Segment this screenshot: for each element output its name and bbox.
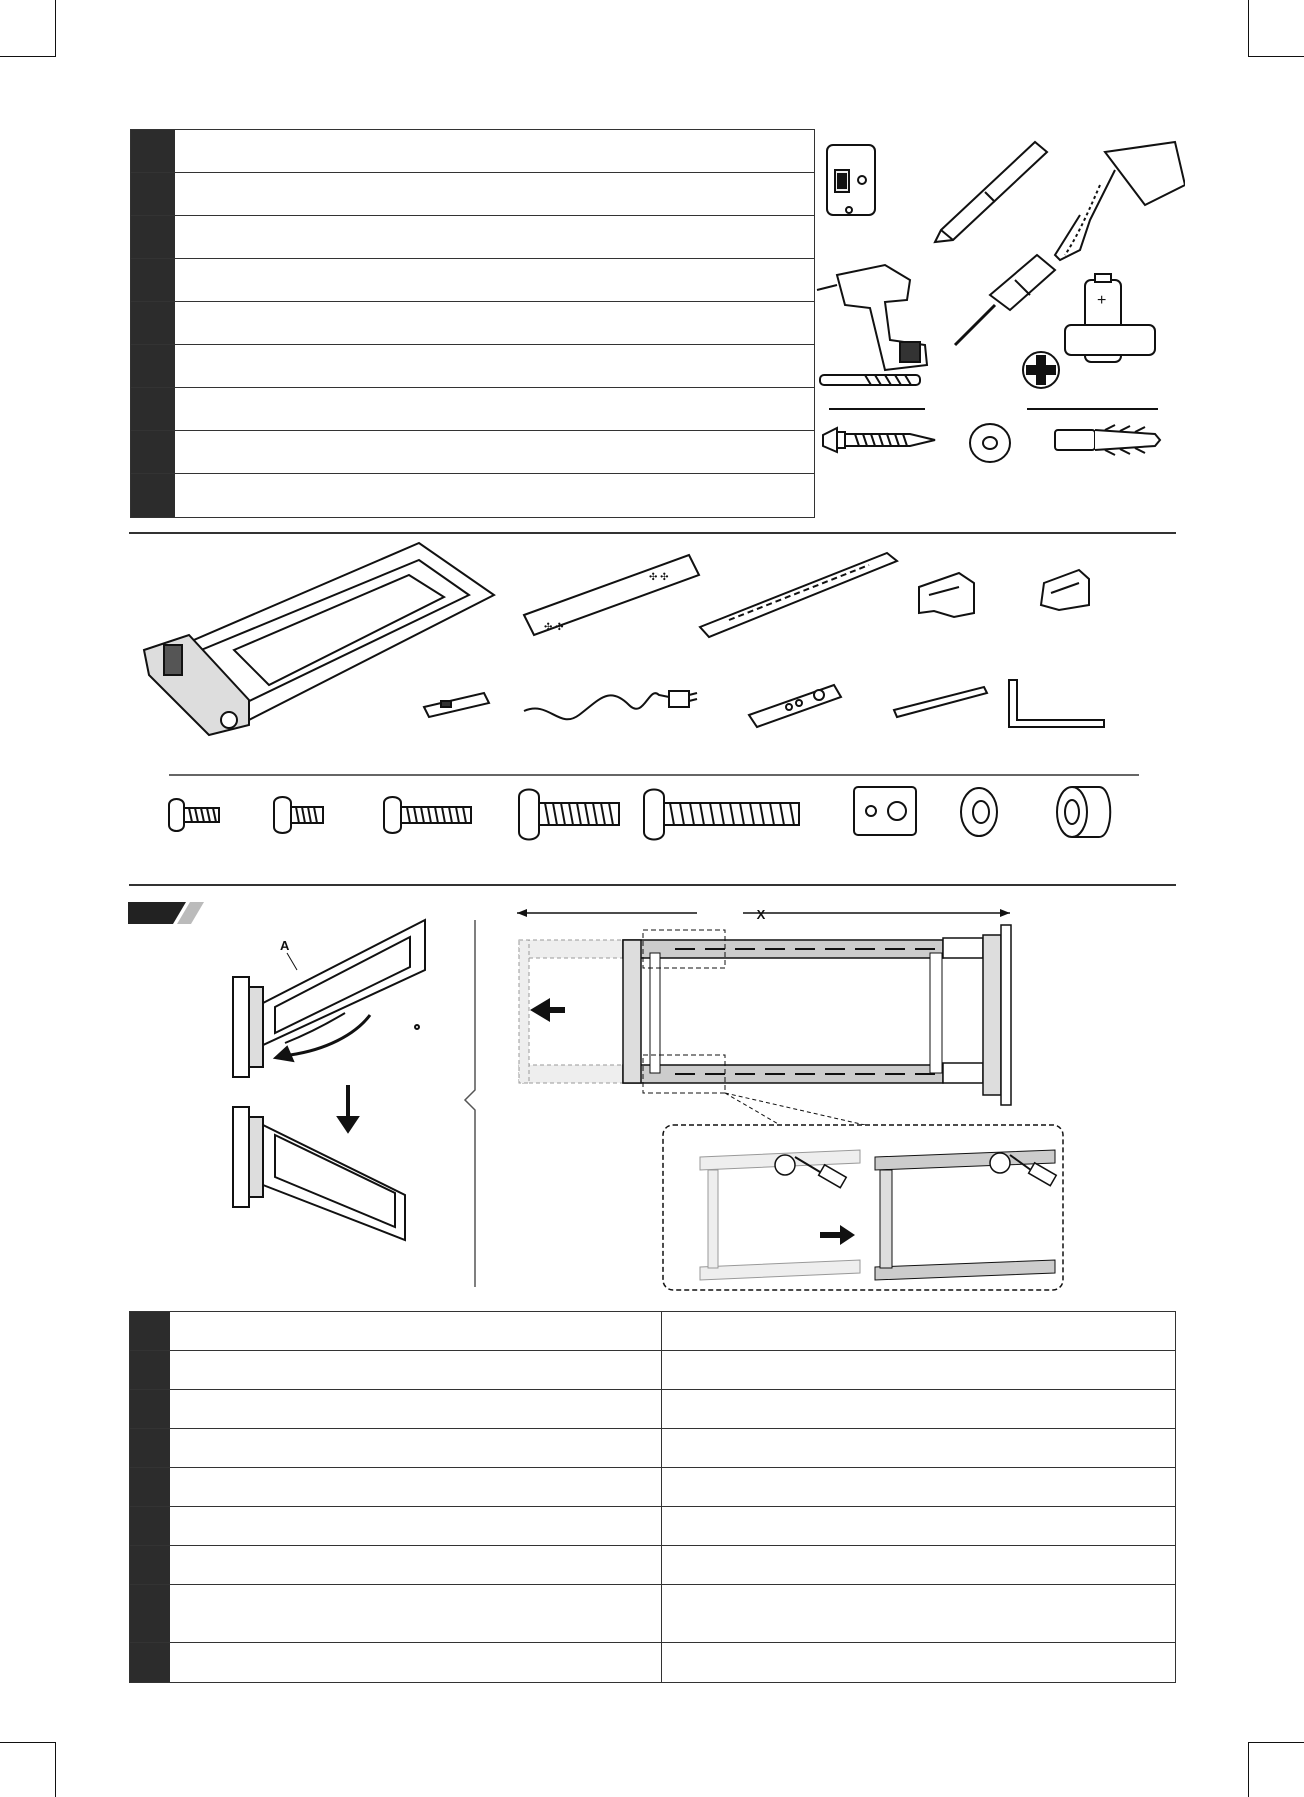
- row-cell: [175, 259, 814, 301]
- arm-swing-figure: [233, 920, 425, 1240]
- lang-row: [130, 1429, 1175, 1468]
- row-marker: [131, 388, 175, 430]
- lang-cell-right: [661, 1468, 1175, 1506]
- row-marker: [131, 130, 175, 172]
- lang-cell-right: [661, 1429, 1175, 1467]
- lag-bolt-icon: [823, 428, 935, 452]
- lang-cell-right: [661, 1390, 1175, 1428]
- lang-cell-left: [170, 1468, 661, 1506]
- wall-plate: [524, 555, 699, 635]
- row-marker: [130, 1429, 170, 1467]
- remote-control: [749, 685, 841, 727]
- lang-row: [130, 1643, 1175, 1682]
- lang-cell-right: [661, 1643, 1175, 1682]
- step-tab: [128, 902, 204, 924]
- phillips-head-icon: [1023, 352, 1059, 388]
- detail-inset: [663, 1125, 1063, 1290]
- stud-finder-icon: [827, 145, 875, 215]
- screw-m8-short: [519, 790, 619, 840]
- lang-row: [130, 1585, 1175, 1643]
- tools-table: [130, 129, 815, 518]
- lang-row: [130, 1351, 1175, 1390]
- svg-text:+: +: [1097, 292, 1107, 309]
- crop-mark: [1248, 1742, 1304, 1743]
- crop-mark: [55, 1742, 56, 1797]
- row-marker: [130, 1585, 170, 1642]
- row-marker: [130, 1312, 170, 1350]
- lang-cell-left: [170, 1643, 661, 1682]
- cable-tie: [894, 687, 987, 717]
- row-marker: [130, 1546, 170, 1584]
- lang-cell-right: [661, 1546, 1175, 1584]
- figure-label-a: A: [280, 938, 290, 953]
- row-marker: [130, 1643, 170, 1682]
- row-cell: [175, 130, 814, 172]
- drill-icon: [817, 265, 927, 370]
- svg-text:✣ ✣: ✣ ✣: [649, 572, 669, 583]
- tools-row: [131, 130, 814, 173]
- cable-cover-right: [1041, 570, 1089, 610]
- lang-cell-right: [661, 1507, 1175, 1545]
- row-marker: [131, 259, 175, 301]
- crop-mark: [1248, 1742, 1249, 1797]
- wall-anchor-icon: [1055, 425, 1160, 455]
- lang-cell-left: [170, 1351, 661, 1389]
- lang-cell-left: [170, 1312, 661, 1350]
- tools-row: [131, 431, 814, 474]
- row-marker: [131, 431, 175, 473]
- tools-row: [131, 302, 814, 345]
- screw-m6: [384, 797, 471, 833]
- spacer-washer-large: [1057, 787, 1110, 837]
- lang-cell-left: [170, 1585, 661, 1642]
- tools-illustrations: [815, 130, 1185, 470]
- lang-cell-right: [661, 1351, 1175, 1389]
- bubble-level: [424, 693, 489, 717]
- row-marker: [130, 1351, 170, 1389]
- parts-illustrations: [129, 535, 1176, 865]
- spacer-plate: [854, 787, 916, 835]
- crop-mark: [0, 56, 56, 57]
- row-marker: [131, 173, 175, 215]
- svg-text:✣ ✣: ✣ ✣: [544, 622, 564, 633]
- row-cell: [175, 345, 814, 387]
- drill-bit-icon: [820, 375, 920, 385]
- lang-row: [130, 1468, 1175, 1507]
- tools-row: [131, 173, 814, 216]
- tools-row: [131, 388, 814, 431]
- batteries-icon: [1065, 274, 1155, 364]
- lang-cell-left: [170, 1390, 661, 1428]
- screw-m4-short: [169, 799, 219, 831]
- row-cell: [175, 431, 814, 473]
- screwdriver-icon: [955, 255, 1055, 345]
- section-divider: [129, 884, 1176, 886]
- power-adapter: [524, 691, 697, 719]
- row-marker: [131, 216, 175, 258]
- crop-mark: [55, 0, 56, 57]
- spacer-washer-small: [961, 788, 997, 836]
- screw-m8-long: [644, 790, 799, 840]
- screw-m4-long: [274, 797, 323, 833]
- tools-row: [131, 259, 814, 302]
- tools-row: [131, 216, 814, 259]
- crop-mark: [1248, 0, 1249, 57]
- rail-extension-figure: [517, 903, 1011, 1125]
- languages-table: [129, 1311, 1176, 1683]
- tools-row: [131, 345, 814, 388]
- svg-text:−: −: [1101, 347, 1111, 364]
- tv-rail: [700, 553, 897, 637]
- washer-icon: [970, 424, 1010, 462]
- cable-cover-left: [919, 573, 974, 617]
- lang-row: [130, 1546, 1175, 1585]
- row-cell: [175, 388, 814, 430]
- row-cell: [175, 302, 814, 344]
- row-marker: [131, 345, 175, 387]
- dimension-label-x: X: [756, 907, 766, 922]
- lang-row: [130, 1390, 1175, 1429]
- row-cell: [175, 216, 814, 258]
- row-marker: [130, 1468, 170, 1506]
- row-marker: [130, 1507, 170, 1545]
- crop-mark: [1248, 56, 1304, 57]
- lang-cell-left: [170, 1429, 661, 1467]
- tape-measure-icon: [1055, 142, 1185, 260]
- section-divider: [129, 532, 1176, 534]
- step-figure: [205, 895, 1080, 1300]
- lang-row: [130, 1507, 1175, 1546]
- row-marker: [131, 302, 175, 344]
- hex-key: [1009, 680, 1104, 727]
- lang-cell-left: [170, 1546, 661, 1584]
- row-marker: [130, 1390, 170, 1428]
- row-cell: [175, 474, 814, 517]
- row-cell: [175, 173, 814, 215]
- tools-row: [131, 474, 814, 517]
- pencil-icon: [935, 142, 1047, 242]
- lang-cell-right: [661, 1585, 1175, 1642]
- lang-row: [130, 1312, 1175, 1351]
- crop-mark: [0, 1742, 56, 1743]
- lang-cell-right: [661, 1312, 1175, 1350]
- row-marker: [131, 474, 175, 517]
- lang-cell-left: [170, 1507, 661, 1545]
